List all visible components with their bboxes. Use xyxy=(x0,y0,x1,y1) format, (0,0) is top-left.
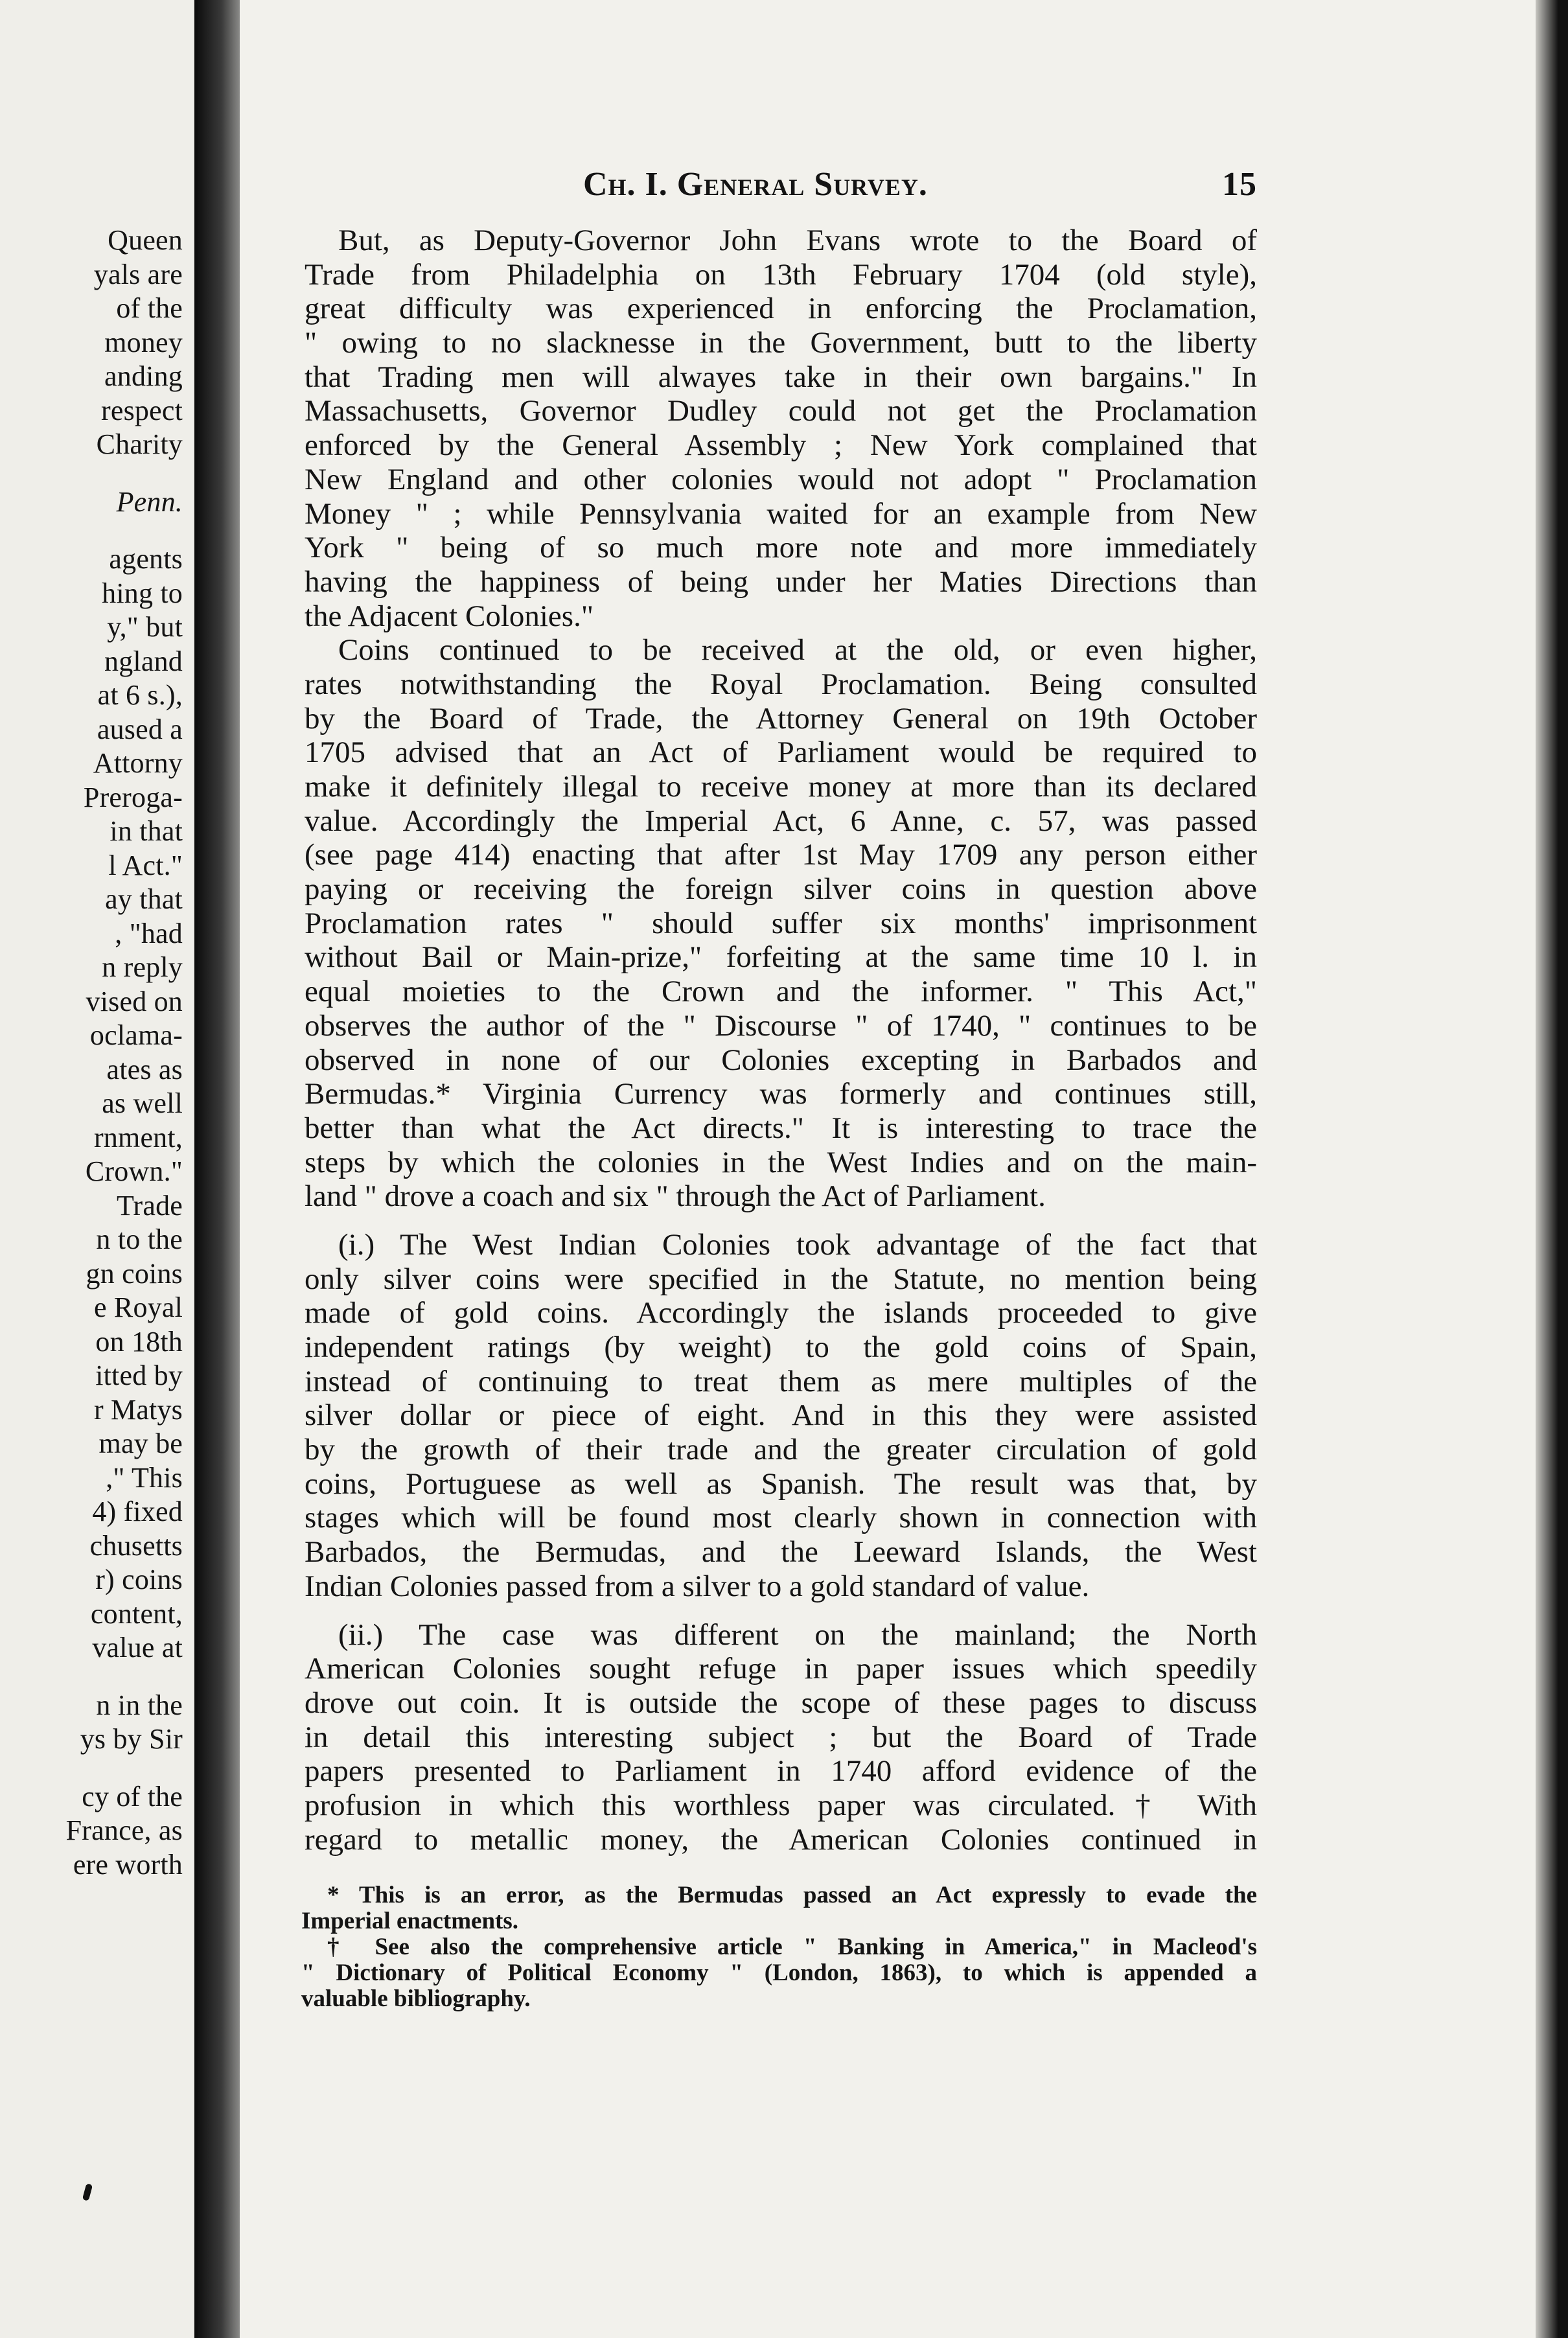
left-page-line: , "had xyxy=(115,917,183,949)
left-page-line: ay that xyxy=(105,883,183,915)
body-line: that Trading men will alwayes take in their own bargains." In xyxy=(305,360,1257,394)
left-page-line: Attorny xyxy=(93,747,183,779)
left-page-line: Charity xyxy=(96,428,183,460)
left-page-line: anding xyxy=(104,360,183,392)
left-page-line: at 6 s.), xyxy=(97,679,183,711)
left-page-line: may be xyxy=(98,1428,183,1459)
left-page-line: Crown." xyxy=(85,1155,183,1187)
body-line: made of gold coins. Accordingly the islands proceeded to give xyxy=(305,1296,1257,1330)
footnote-line: " Dictionary of Political Economy " (London, 1863), to which is appended a xyxy=(301,1960,1257,1986)
body-line: Proclamation rates " should suffer six months' imprisonment xyxy=(305,906,1257,940)
left-page-line: in that xyxy=(110,815,183,847)
body-line: American Colonies sought refuge in paper issues which speedily xyxy=(305,1652,1257,1686)
body-line: Money " ; while Pennsylvania waited for an example from New xyxy=(305,496,1257,531)
body-line: only silver coins were specified in the Statute, no mention being xyxy=(305,1262,1257,1296)
left-page-line: 4) fixed xyxy=(92,1496,183,1527)
left-page-line: value at xyxy=(92,1632,183,1663)
left-page-line: ," This xyxy=(106,1461,183,1494)
body-line: silver dollar or piece of eight. And in this they were assisted xyxy=(305,1398,1257,1433)
running-title: Ch. I. General Survey. xyxy=(583,166,928,203)
body-line: observes the author of the " Discourse " of 1740, " continues to be xyxy=(305,1008,1257,1043)
body-line: value. Accordingly the Imperial Act, 6 Anne, c. 57, was passed xyxy=(305,804,1257,838)
body-line: papers presented to Parliament in 1740 afford evidence of the xyxy=(305,1754,1257,1788)
left-page-line: of the xyxy=(116,292,183,324)
page-number: 15 xyxy=(1222,166,1257,203)
left-page-line: ys by Sir xyxy=(80,1723,183,1755)
left-page-line: ates as xyxy=(106,1053,183,1085)
body-line: rates notwithstanding the Royal Proclamation. Being consulted xyxy=(305,667,1257,701)
left-page-line: content, xyxy=(90,1597,183,1630)
body-line: the Adjacent Colonies." xyxy=(305,599,594,633)
left-page-line: money xyxy=(104,326,183,358)
body-line: (i.) The West Indian Colonies took advantage of the fact that xyxy=(338,1227,1257,1262)
left-page-line: France, as xyxy=(65,1814,183,1846)
body-line: New England and other colonies would not adopt " Proclamation xyxy=(305,462,1257,496)
left-page-line: as well xyxy=(102,1087,183,1119)
left-page-line: itted by xyxy=(95,1360,183,1391)
body-line: great difficulty was experienced in enforcing the Proclamation, xyxy=(305,292,1257,326)
body-line: Coins continued to be received at the old, or even higher, xyxy=(338,633,1257,667)
body-line: (ii.) The case was different on the mainland; the North xyxy=(338,1617,1257,1652)
body-line: equal moieties to the Crown and the informer. " This Act," xyxy=(305,975,1257,1009)
left-page-line: r Matys xyxy=(93,1393,183,1426)
left-page-line: r) coins xyxy=(95,1564,183,1595)
body-line: land " drove a coach and six " through the Act of Parliament. xyxy=(305,1179,1046,1214)
left-page-line: Preroga- xyxy=(83,781,183,813)
footnote-line: valuable bibliography. xyxy=(301,1985,531,2012)
left-page-line: oclama- xyxy=(89,1019,183,1051)
left-page-line: hing to xyxy=(102,577,183,609)
left-page-line: Trade xyxy=(116,1189,183,1221)
body-line: regard to metallic money, the American Colonies continued in xyxy=(305,1822,1257,1857)
left-page-line: e Royal xyxy=(93,1291,183,1323)
left-page-line: vised on xyxy=(86,985,183,1017)
body-line: in detail this interesting subject ; but the Board of Trade xyxy=(305,1720,1257,1754)
running-header xyxy=(583,165,1257,211)
body-line: But, as Deputy-Governor John Evans wrote to the Board of xyxy=(338,224,1257,257)
book-gutter xyxy=(194,0,240,2338)
body-line: better than what the Act directs." It is interesting to trace the xyxy=(305,1111,1257,1145)
left-page-line: Queen xyxy=(108,224,183,256)
body-line: York " being of so much more note and more immediately xyxy=(305,531,1257,565)
left-page-line: Penn. xyxy=(116,485,183,518)
body-line: without Bail or Main-prize," forfeiting at the same time 10 l. in xyxy=(305,940,1257,975)
body-line: by the Board of Trade, the Attorney General on 19th October xyxy=(305,701,1257,735)
body-line: coins, Portuguese as well as Spanish. The result was that, by xyxy=(305,1466,1257,1501)
left-page-line: aused a xyxy=(97,713,183,745)
body-line: instead of continuing to treat them as mere multiples of the xyxy=(305,1364,1257,1398)
body-line: stages which will be found most clearly shown in connection with xyxy=(305,1501,1257,1535)
left-page-line: ngland xyxy=(104,645,183,677)
footnotes xyxy=(301,1882,1257,2012)
body-line: make it definitely illegal to receive money at more than its declared xyxy=(305,770,1257,804)
body-line: Indian Colonies passed from a silver to a gold standard of value. xyxy=(305,1569,1090,1603)
left-page-line: yals are xyxy=(93,258,183,290)
body-line: Bermudas.* Virginia Currency was formerly and continues still, xyxy=(305,1077,1257,1111)
body-line: Massachusetts, Governor Dudley could not get the Proclamation xyxy=(305,394,1257,428)
left-page-line: n in the xyxy=(96,1689,183,1721)
body-line: independent ratings (by weight) to the gold coins of Spain, xyxy=(305,1330,1257,1364)
body-line: Barbados, the Bermudas, and the Leeward Islands, the West xyxy=(305,1535,1257,1569)
body-line: drove out coin. It is outside the scope of these pages to discuss xyxy=(305,1685,1257,1720)
body-line: paying or receiving the foreign silver coins in question above xyxy=(305,872,1257,907)
left-page-line: l Act." xyxy=(108,849,183,881)
footnote-line: * This is an error, as the Bermudas passed an Act expressly to evade the xyxy=(327,1882,1257,1908)
left-page-line: rnment, xyxy=(93,1121,183,1153)
body-line: observed in none of our Colonies excepting in Barbados and xyxy=(305,1043,1257,1077)
left-page-line: respect xyxy=(101,394,183,426)
left-page-line: cy of the xyxy=(82,1780,183,1812)
body-line: enforced by the General Assembly ; New York complained that xyxy=(305,428,1257,463)
body-line: steps by which the colonies in the West Indies and on the main- xyxy=(305,1145,1257,1179)
body-text xyxy=(305,224,1257,1857)
left-page-line: agents xyxy=(109,543,183,575)
body-line: having the happiness of being under her Maties Directions than xyxy=(305,564,1257,599)
left-page-line: chusetts xyxy=(89,1529,183,1562)
left-page-line: ere worth xyxy=(73,1848,183,1881)
body-line: profusion in which this worthless paper was circulated.† With xyxy=(305,1788,1257,1822)
body-line: Trade from Philadelphia on 13th February 1704 (old style), xyxy=(305,257,1257,292)
left-facing-page xyxy=(0,0,194,2338)
footnote-line: † See also the comprehensive article " Banking in America," in Macleod's xyxy=(327,1934,1257,1960)
body-line: by the growth of their trade and the greater circulation of gold xyxy=(305,1433,1257,1467)
body-line: " owing to no slacknesse in the Government, butt to the liberty xyxy=(305,326,1257,360)
page-edge-shadow xyxy=(1536,0,1568,2338)
left-page-line: y," but xyxy=(107,611,183,643)
ink-mark xyxy=(82,2183,93,2201)
body-line: (see page 414) enacting that after 1st May 1709 any person either xyxy=(305,838,1257,872)
left-page-line: on 18th xyxy=(95,1325,183,1358)
body-line: 1705 advised that an Act of Parliament would be required to xyxy=(305,735,1257,770)
left-page-line: n reply xyxy=(102,951,183,983)
left-page-line: n to the xyxy=(96,1223,183,1255)
left-page-line: gn coins xyxy=(86,1257,183,1290)
footnote-line: Imperial enactments. xyxy=(301,1908,518,1934)
